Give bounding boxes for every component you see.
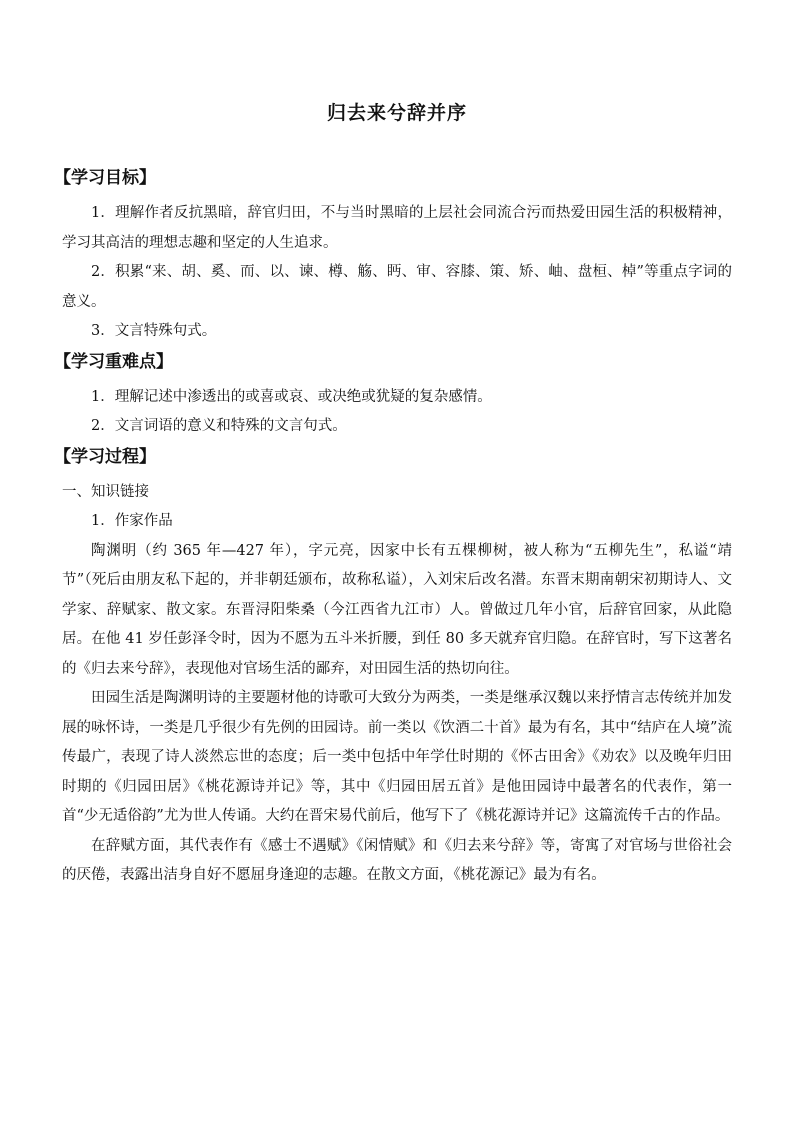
- section-objectives: [54, 163, 732, 347]
- objectives-heading: 【学习目标】: [54, 168, 156, 188]
- process-subsubheading: 1．作家作品: [91, 513, 173, 529]
- difficulties-heading: 【学习重难点】: [54, 351, 173, 372]
- objective-item-2: 2．积累“来、胡、奚、而、以、谏、樽、觞、眄、审、容膝、策、矫、岫、盘桓、棹”等重点字词的意义。: [62, 264, 732, 310]
- objective-item-3: 3．文言特殊句式。: [91, 323, 217, 339]
- process-subheading: 一、知识链接: [62, 483, 149, 500]
- process-paragraph-3: 在辞赋方面，其代表作有《感士不遇赋》《闲情赋》和《归去来兮辞》等，寄寓了对官场与世俗社会的厌倦，表露出洁身自好不愿屈身逢迎的志趣。在散文方面，《桃花源记》最为有名。: [62, 837, 732, 883]
- process-heading: 【学习过程】: [54, 446, 156, 467]
- section-difficulties: [54, 347, 732, 442]
- process-paragraph-1: 陶渊明（约 365 年—427 年），字元亮，因家中长有五棵柳树，被人称为“五柳先生”，私谥“靖节”（死后由朋友私下起的，并非朝廷颁布，故称私谥），入刘宋后改名潜。东晋末期南朝宋初期诗人、文学家、辞赋家、散文家。东晋浔阳柴桑（今江西省九江市）人。曾做过几年小官，后辞官回家，从此隐居。在他 41 岁任彭泽令时，因为不愿为五斗米折腰，到任 80 多天就弃官归隐。在辞官时，写下这著名的《归去来兮辞》，表现他对官场生活的鄙弃，对田园生活的热切向往。: [62, 542, 732, 677]
- section-process: [54, 442, 732, 891]
- difficulty-item-2: 2．文言词语的意义和特殊的文言句式。: [91, 418, 347, 434]
- document-title: 归去来兮辞并序: [326, 102, 467, 124]
- objective-item-1: 1．理解作者反抗黑暗，辞官归田，不与当时黑暗的上层社会同流合污而热爱田园生活的积极精神，学习其高洁的理想志趣和坚定的人生追求。: [62, 205, 732, 251]
- difficulty-item-1: 1．理解记述中渗透出的或喜或哀、或决绝或犹疑的复杂感情。: [91, 388, 492, 405]
- document-page: [54, 98, 732, 891]
- process-paragraph-2: 田园生活是陶渊明诗的主要题材他的诗歌可大致分为两类，一类是继承汉魏以来抒情言志传统并加发展的咏怀诗，一类是几乎很少有先例的田园诗。前一类以《饮酒二十首》最为有名，其中“结庐在人境”流传最广，表现了诗人淡然忘世的态度；后一类中包括中年学仕时期的《怀古田舍》《劝农》以及晚年归田时期的《归园田居》《桃花源诗并记》等，其中《归园田居五首》是他田园诗中最著名的代表作，第一首“少无适俗韵”尤为世人传诵。大约在晋宋易代前后，他写下了《桃花源诗并记》这篇流传千古的作品。: [62, 690, 732, 824]
